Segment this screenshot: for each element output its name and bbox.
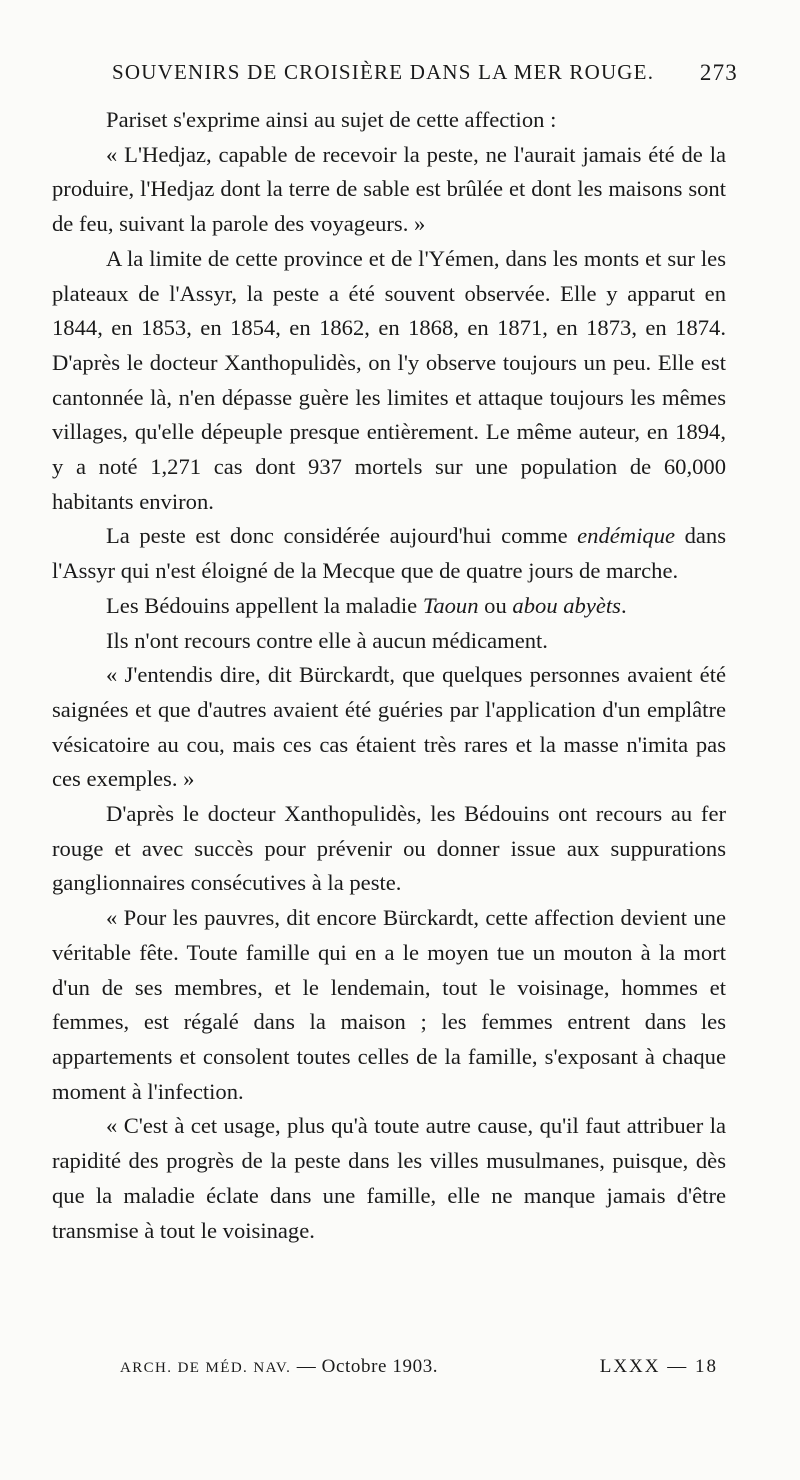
paragraph bbox=[52, 624, 726, 659]
text-run: Les Bédouins appellent la maladie bbox=[106, 592, 423, 618]
paragraph bbox=[52, 901, 726, 1109]
text-run: « J'entendis dire, dit Bürckardt, que quelques personnes avaient été saignées et que d'autres avaient été guéries par l'application d'un emplâtre vésicatoire au cou, mais ces cas étaient très rares et la masse n'imita pas ces exemples. » bbox=[52, 662, 726, 792]
text-run: « L'Hedjaz, capable de recevoir la peste, ne l'aurait jamais été de la produire, l'Hedjaz dont la terre de sable est brûlée et dont les maisons sont de feu, suivant la parole des voyageurs. » bbox=[52, 141, 726, 237]
text-run: dans l'Assyr qui n'est éloigné de la Mecque que de quatre jours de marche. bbox=[52, 523, 726, 584]
text-run: D'après le docteur Xanthopulidès, les Bédouins ont recours au fer rouge et avec succès pour prévenir ou donner issue aux suppurations ganglionnaires consécutives à la peste. bbox=[52, 801, 726, 896]
italic-term: Taoun bbox=[422, 592, 479, 618]
text-run: Ils n'ont recours contre elle à aucun médicament. bbox=[106, 627, 548, 653]
paragraph bbox=[52, 589, 726, 624]
text-run: . bbox=[620, 592, 627, 618]
running-header bbox=[112, 60, 738, 96]
paragraph bbox=[52, 658, 726, 797]
paragraph bbox=[52, 103, 726, 138]
text-run: « C'est à cet usage, plus qu'à toute autre cause, qu'il faut attribuer la rapidité des progrès de la peste dans les villes musulmanes, puisque, dès que la maladie éclate dans une famille, elle ne manque jamais d'être transmise à tout le voisinage. bbox=[52, 1113, 726, 1243]
issue-date: — Octobre 1903. bbox=[296, 1356, 439, 1377]
text-run: La peste est donc considérée aujourd'hui comme bbox=[106, 523, 578, 549]
signature-mark: LXXX — 18 bbox=[599, 1356, 718, 1377]
text-run: Pariset s'exprime ainsi au sujet de cette affection : bbox=[106, 107, 557, 132]
paragraph bbox=[52, 1109, 726, 1248]
paragraph bbox=[52, 519, 726, 588]
paragraph bbox=[52, 242, 726, 520]
journal-abbrev: ARCH. DE MÉD. NAV. bbox=[120, 1360, 292, 1376]
body-text bbox=[52, 103, 726, 1248]
footer-citation bbox=[120, 1356, 438, 1378]
text-run: ou bbox=[478, 592, 513, 618]
italic-term: abou abyèts bbox=[512, 592, 621, 618]
page-number: 273 bbox=[699, 60, 738, 85]
text-run: « Pour les pauvres, dit encore Bürckardt, cette affection devient une véritable fête. Toute famille qui en a le moyen tue un mouton à la mort d'un de ses membres, et le lendemain, tout le voisinage, hommes et femmes, est régalé dans la maison ; les femmes entrent dans les appartements et consolent toutes celles de la famille, s'exposant à chaque moment à l'infection. bbox=[52, 905, 726, 1104]
paragraph bbox=[52, 797, 726, 901]
italic-term: endémique bbox=[577, 523, 676, 549]
paragraph bbox=[52, 138, 726, 242]
text-run: A la limite de cette province et de l'Yémen, dans les monts et sur les plateaux de l'Assyr, la peste a été souvent observée. Elle y apparut en 1844, en 1853, en 1854, en 1862, en 1868, en 1871, en 1873, en 1874. D'après le docteur Xanthopulidès, on l'y observe toujours un peu. Elle est cantonnée là, n'en dépasse guère les limites et attaque toujours les mêmes villages, qu'elle dépeuple presque entièrement. Le même auteur, en 1894, y a noté 1,271 cas dont 937 mortels sur une population de 60,000 habitants environ. bbox=[52, 245, 726, 514]
running-title: SOUVENIRS DE CROISIÈRE DANS LA MER ROUGE. bbox=[112, 60, 655, 84]
page-footer bbox=[120, 1356, 718, 1386]
